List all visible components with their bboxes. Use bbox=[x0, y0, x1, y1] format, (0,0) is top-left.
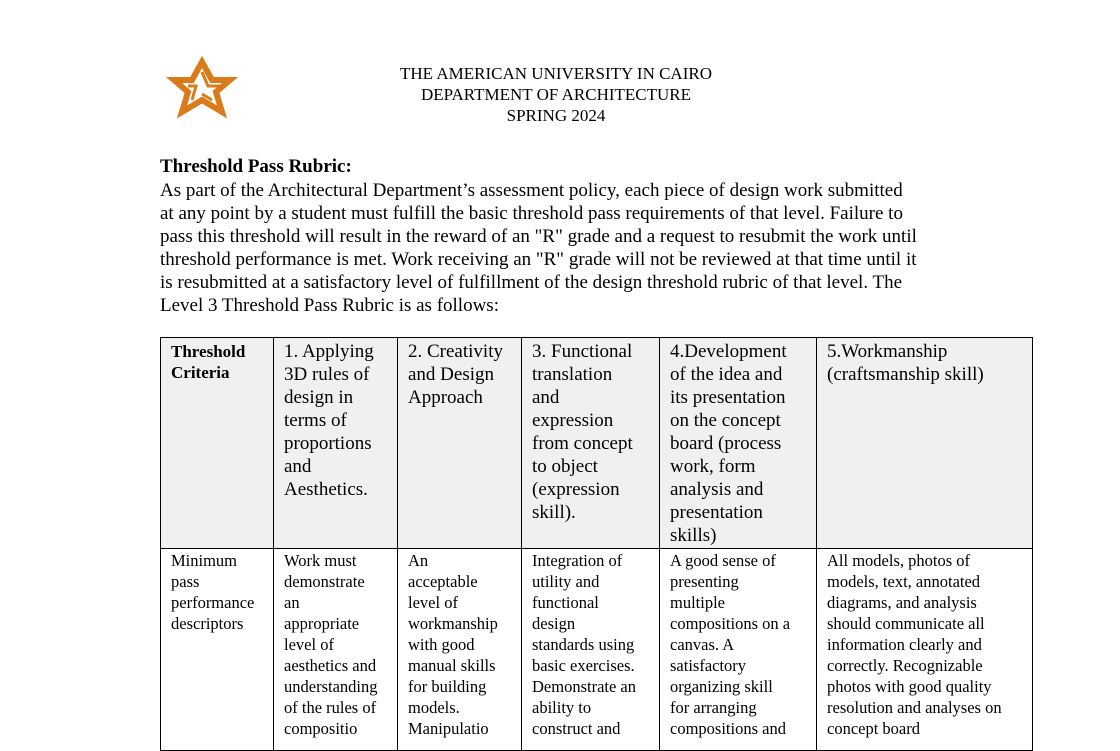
rubric-descriptor-row bbox=[161, 549, 1033, 751]
intro-line: pass this threshold will result in the reward of an "R" grade and a request to resubmit the work until bbox=[160, 226, 917, 247]
rubric-header-row bbox=[161, 338, 1033, 549]
header-cell-criterion-3: 3. Functional translation and expression from concept to object (expression skill). bbox=[522, 338, 660, 549]
university-name: THE AMERICAN UNIVERSITY IN CAIRO bbox=[400, 64, 712, 83]
header-cell-criterion-5: 5.Workmanship (craftsmanship skill) bbox=[817, 338, 1033, 549]
intro-paragraph bbox=[160, 179, 960, 317]
row-label-minimum-pass: Minimum pass performance descriptors bbox=[161, 549, 274, 751]
document-header bbox=[330, 63, 782, 126]
descriptor-cell-3: Integration of utility and functional design standards using basic exercises. Demonstrate an ability to construct and bbox=[522, 549, 660, 751]
descriptor-cell-1: Work must demonstrate an appropriate level of aesthetics and understanding of the rules of compositio bbox=[274, 549, 398, 751]
header-cell-threshold-criteria: Threshold Criteria bbox=[161, 338, 274, 549]
department-name: DEPARTMENT OF ARCHITECTURE bbox=[420, 85, 692, 104]
header-cell-criterion-1: 1. Applying 3D rules of design in terms of proportions and Aesthetics. bbox=[274, 338, 398, 549]
intro-line: As part of the Architectural Department’s assessment policy, each piece of design work submitted bbox=[160, 180, 903, 201]
section-title: Threshold Pass Rubric: bbox=[160, 156, 352, 177]
descriptor-cell-2: An acceptable level of workmanship with good manual skills for building models. Manipulatio bbox=[398, 549, 522, 751]
semester: SPRING 2024 bbox=[506, 106, 606, 125]
rubric-table bbox=[160, 337, 1033, 751]
descriptor-cell-5: All models, photos of models, text, annotated diagrams, and analysis should communicate all information clearly and correctly. Recognizable photos with good quality resolution and analyses on concept board bbox=[817, 549, 1033, 751]
header-cell-criterion-4: 4.Development of the idea and its presentation on the concept board (process work, form analysis and presentation skills) bbox=[660, 338, 817, 549]
intro-line: threshold performance is met. Work receiving an "R" grade will not be reviewed at that time until it bbox=[160, 249, 917, 270]
intro-line: at any point by a student must fulfill the basic threshold pass requirements of that level. Failure to bbox=[160, 203, 903, 224]
intro-line: is resubmitted at a satisfactory level of fulfillment of the design threshold rubric of that level. The bbox=[160, 272, 903, 293]
descriptor-cell-4: A good sense of presenting multiple compositions on a canvas. A satisfactory organizing skill for arranging compositions and bbox=[660, 549, 817, 751]
header-cell-criterion-2: 2. Creativity and Design Approach bbox=[398, 338, 522, 549]
auc-star-logo-icon bbox=[168, 56, 236, 120]
intro-line: Level 3 Threshold Pass Rubric is as follows: bbox=[160, 295, 499, 316]
